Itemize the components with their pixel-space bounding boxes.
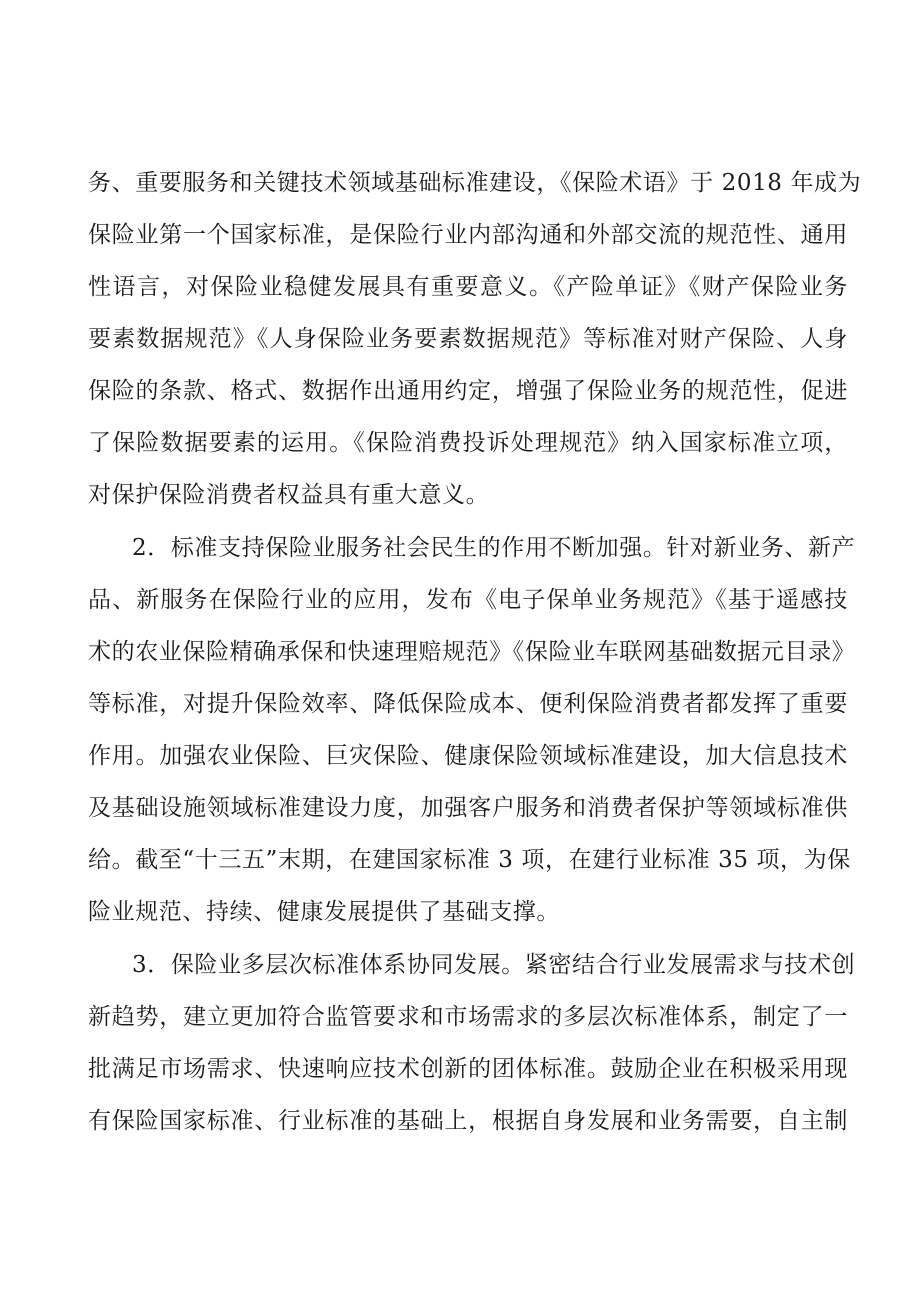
paragraph-2-line-3: 术的农业保险精确承保和快速理赔规范》《保险业车联网基础数据元目录》: [88, 639, 856, 665]
paragraph-2-line-6: 及基础设施领域标准建设力度，加强客户服务和消费者保护等领域标准供: [88, 795, 848, 821]
paragraph-2-line-7: 给。截至“十三五”末期，在建国家标准 3 项，在建行业标准 35 项，为保: [88, 847, 851, 873]
paragraph-1-line-3: 性语言，对保险业稳健发展具有重要意义。《产险单证》《财产保险业务: [88, 274, 848, 300]
paragraph-2-line-1: 2．标准支持保险业服务社会民生的作用不断加强。针对新业务、新产: [132, 535, 856, 561]
paragraph-1-line-7: 对保护保险消费者权益具有重大意义。: [88, 482, 490, 508]
paragraph-1-line-5: 保险的条款、格式、数据作出通用约定，增强了保险业务的规范性，促进: [88, 378, 848, 404]
paragraph-1-line-4: 要素数据规范》《人身保险业务要素数据规范》等标准对财产保险、人身: [88, 326, 848, 352]
paragraph-3-line-4: 有保险国家标准、行业标准的基础上，根据自身发展和业务需要，自主制: [88, 1108, 848, 1134]
paragraph-2-line-4: 等标准，对提升保险效率、降低保险成本、便利保险消费者都发挥了重要: [88, 691, 848, 717]
paragraph-2-line-2: 品、新服务在保险行业的应用，发布《电子保单业务规范》《基于遥感技: [88, 587, 848, 613]
paragraph-3-line-1: 3．保险业多层次标准体系协同发展。紧密结合行业发展需求与技术创: [132, 952, 856, 978]
paragraph-1-line-1: 务、重要服务和关键技术领域基础标准建设，《保险术语》于 2018 年成为: [88, 170, 862, 196]
paragraph-1-line-6: 了保险数据要素的运用。《保险消费投诉处理规范》纳入国家标准立项，: [88, 430, 848, 456]
paragraph-3-line-2: 新趋势，建立更加符合监管要求和市场需求的多层次标准体系，制定了一: [88, 1004, 848, 1030]
paragraph-1-line-2: 保险业第一个国家标准，是保险行业内部沟通和外部交流的规范性、通用: [88, 222, 848, 248]
paragraph-3-line-3: 批满足市场需求、快速响应技术创新的团体标准。鼓励企业在积极采用现: [88, 1056, 848, 1082]
paragraph-2-line-5: 作用。加强农业保险、巨灾保险、健康保险领域标准建设，加大信息技术: [88, 743, 848, 769]
paragraph-2-line-8: 险业规范、持续、健康发展提供了基础支撑。: [88, 899, 560, 925]
